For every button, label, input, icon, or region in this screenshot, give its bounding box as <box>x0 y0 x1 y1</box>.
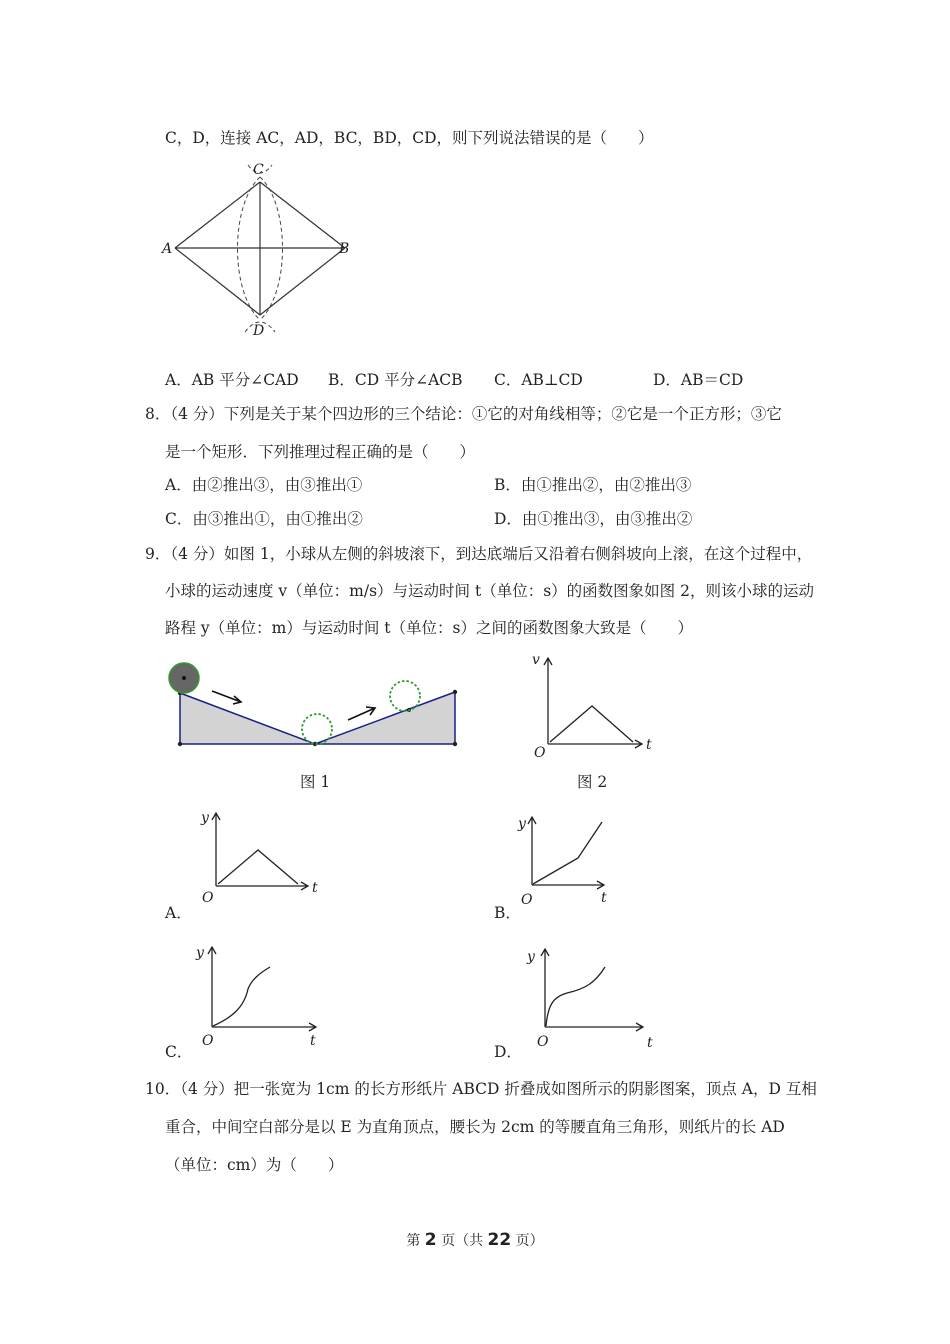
footer-suffix: 页） <box>511 1233 544 1249</box>
footer-page-number: 2 <box>424 1230 437 1250</box>
label-c: C <box>253 162 264 178</box>
axis-t: t <box>310 1033 316 1049</box>
q9-option-a-graph[interactable] <box>198 808 328 908</box>
q7-option-d[interactable]: D．AB＝CD <box>653 371 744 389</box>
q9-figure-2-caption: 图 2 <box>577 773 608 791</box>
q9-figure-1-ramps <box>165 658 465 753</box>
q9-option-b-graph[interactable] <box>518 812 648 912</box>
label-a: A <box>162 241 173 257</box>
arrow-up <box>348 707 375 720</box>
segment-ac <box>175 182 260 248</box>
axis-t: t <box>647 1035 653 1051</box>
axis-origin: O <box>202 890 214 906</box>
axis-origin: O <box>537 1034 549 1050</box>
segment-da <box>175 248 260 315</box>
q7-option-c[interactable]: C．AB⊥CD <box>494 371 583 389</box>
segment-bd <box>260 248 345 315</box>
q9-stem-line-1: 9．（4 分）如图 1，小球从左侧的斜坡滚下，到达底端后又沿着右侧斜坡向上滚，在这个过程中， <box>145 545 813 563</box>
q9-stem-line-2: 小球的运动速度 v（单位：m/s）与运动时间 t（单位：s）的函数图象如图 2，则该小球的运动 <box>165 582 814 600</box>
axis-y: y <box>201 810 209 826</box>
q9-option-c-graph[interactable] <box>196 943 326 1048</box>
option-b-curve <box>533 822 602 884</box>
q8-option-a[interactable]: A．由②推出③，由③推出① <box>165 476 363 494</box>
axis-t: t <box>646 737 652 753</box>
q9-option-c[interactable]: C． <box>165 1043 193 1061</box>
axis-y: y <box>527 949 535 965</box>
velocity-curve <box>550 706 633 742</box>
q10-stem-line-3: （单位：cm）为（ ） <box>165 1156 344 1174</box>
q7-option-b[interactable]: B．CD 平分∠ACB <box>328 371 463 389</box>
q7-option-a[interactable]: A．AB 平分∠CAD <box>165 371 299 389</box>
q7-stem-line: C，D，连接 AC，AD，BC，BD，CD，则下列说法错误的是（ ） <box>165 129 654 147</box>
q8-stem-line-1: 8．（4 分）下列是关于某个四边形的三个结论：①它的对角线相等；②它是一个正方形；③它 <box>145 405 782 423</box>
option-d-curve <box>546 967 605 1026</box>
q7-rhombus-figure <box>160 155 360 340</box>
axis-origin: O <box>534 745 546 761</box>
q8-option-c[interactable]: C．由③推出①，由①推出② <box>165 510 363 528</box>
q9-figure-1-caption: 图 1 <box>300 773 331 791</box>
label-d: D <box>253 323 265 339</box>
axis-y: y <box>196 945 204 961</box>
page-footer <box>0 1230 950 1250</box>
q8-option-d[interactable]: D．由①推出③，由③推出② <box>494 510 693 528</box>
footer-prefix: 第 <box>406 1233 425 1249</box>
axis-origin: O <box>521 892 533 908</box>
segment-cb <box>260 182 345 248</box>
option-c-curve <box>213 967 270 1026</box>
q9-option-a[interactable]: A． <box>165 904 192 922</box>
axis-t: t <box>601 890 607 906</box>
q9-figure-2-vt-graph <box>530 650 670 760</box>
q9-option-d-graph[interactable] <box>525 945 655 1050</box>
option-a-curve <box>218 850 298 884</box>
footer-total-pages: 22 <box>487 1230 512 1250</box>
arrow-down <box>212 691 241 704</box>
q9-stem-line-3: 路程 y（单位：m）与运动时间 t（单位：s）之间的函数图象大致是（ ） <box>165 619 693 637</box>
q10-stem-line-2: 重合，中间空白部分是以 E 为直角顶点，腰长为 2cm 的等腰直角三角形，则纸片的长 AD <box>165 1118 785 1136</box>
q8-stem-line-2: 是一个矩形．下列推理过程正确的是（ ） <box>165 443 476 461</box>
axis-v: v <box>532 652 540 668</box>
axis-t: t <box>312 880 318 896</box>
q9-option-d[interactable]: D． <box>494 1043 522 1061</box>
q8-option-b[interactable]: B．由①推出②，由②推出③ <box>494 476 692 494</box>
axis-y: y <box>518 816 526 832</box>
ramp-shape <box>180 692 455 744</box>
q9-option-b[interactable]: B． <box>494 904 521 922</box>
label-b: B <box>339 241 350 257</box>
footer-middle: 页（共 <box>436 1233 488 1249</box>
axis-origin: O <box>202 1033 214 1049</box>
q10-stem-line-1: 10．（4 分）把一张宽为 1cm 的长方形纸片 ABCD 折叠成如图所示的阴影图案，顶点 A，D 互相 <box>145 1080 817 1098</box>
